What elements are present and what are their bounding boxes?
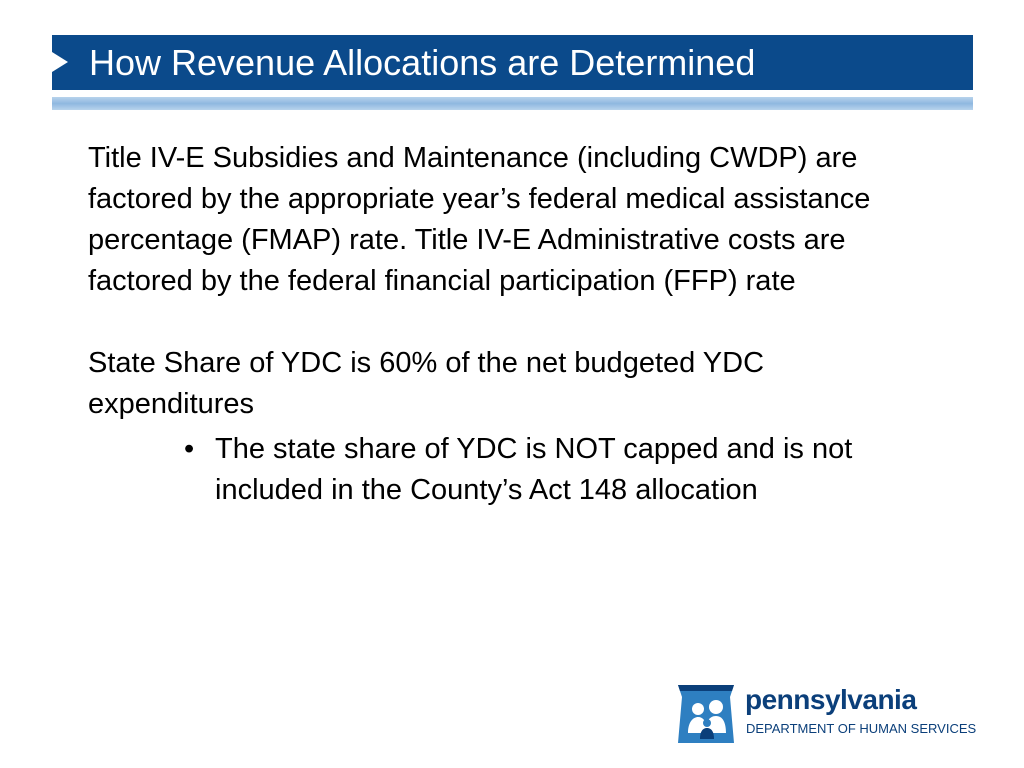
list-item-text: The state share of YDC is NOT capped and is not included in the County’s Act 148 allocation [215,433,853,506]
keystone-family-icon [676,683,736,745]
pa-dhs-logo [676,683,976,747]
title-bar [52,35,973,90]
list-item [184,429,895,511]
logo-department: DEPARTMENT OF HUMAN SERVICES [746,721,977,736]
title-underline-divider [52,97,973,110]
logo-wordmark: pennsylvania [745,684,917,715]
bullet-icon: • [184,433,195,465]
slide-content [88,138,918,511]
bullet-list [88,429,918,511]
slide-title: How Revenue Allocations are Determined [89,42,756,83]
paragraph-state-share: State Share of YDC is 60% of the net budgeted YDC expenditures [88,347,765,420]
arrow-right-icon [52,52,68,72]
paragraph-title-iv-e: Title IV-E Subsidies and Maintenance (including CWDP) are factored by the appropriate year’s federal medical assistance percentage (FMAP) rate. Title IV-E Administrative costs are factored by the federal financial participation (FFP) rate [88,142,871,297]
